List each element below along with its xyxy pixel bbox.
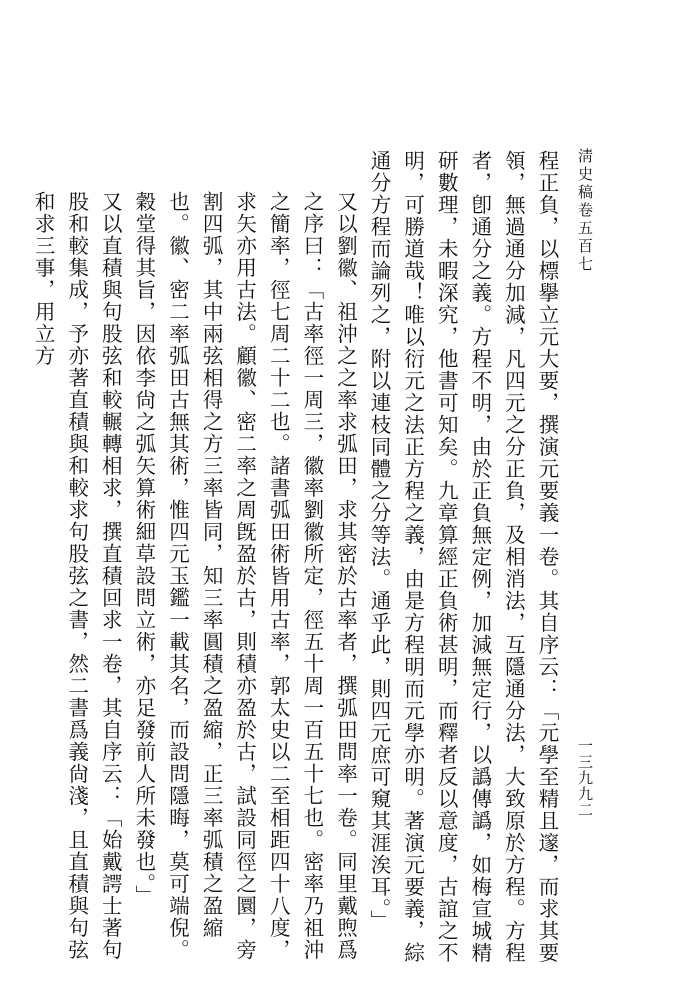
page-number: 一三九九二 [576, 738, 594, 818]
paragraph: 程正負，以標擧立元大要，撰演元要義一卷。其自序云：「元學至精且邃，而求其要領，無過通分加減，凡四元之分正負，及相消法，互隱通分法，大致原於方程。方程者，卽通分之義。方程不明，由於正負無定例，加減無定行，以譌傳譌，如梅宣城精研數理，未暇深究，他書可知矣。九章算經正負術甚明，而釋者反以意度，古誼之不明，可勝道哉！唯以衍元之法正方程之義，由是方程明而元學亦明。著演元要義，綜通分方程而論列之，附以連枝同體之分等法。通乎此，則四元庶可窺其涯涘耳。」 [367, 150, 559, 964]
main-text [26, 150, 564, 970]
paragraph: 又以劉徽、祖沖之之率求弧田，求其密於古率者，撰弧田問率一卷。同里戴煦爲之序曰：「古率徑一周三，徽率劉徽所定，徑五十周一百五十七也。密率乃祖沖之簡率，徑七周二十二也。諸書弧田術皆用古率，郭太史以二至相距四十八度，求矢亦用古法。顧徽、密二率之周旣盈於古，則積亦盈於古，試設同徑之圜，旁割四弧，其中兩弦相得之方三率皆同，知三率圓積之盈縮，正三率弧積之盈縮也。徽、密二率弧田古無其術，惟四元玉鑑一載其名，而設問隱晦，莫可端倪。穀堂得其旨，因依李尙之弧矢算術細草設問立術，亦足發前人所未發也。」 [131, 191, 358, 961]
paragraph: 又以直積與句股弦和較輾轉相求，撰直積回求一卷，其自序云：「始戴諤士著句股和較集成，予亦著直積與和較求句股弦之書，然二書爲義尙淺，且直積與句弦和求三事，用立方 [31, 191, 123, 961]
running-title: 淸史稿卷五百七 [576, 148, 594, 274]
